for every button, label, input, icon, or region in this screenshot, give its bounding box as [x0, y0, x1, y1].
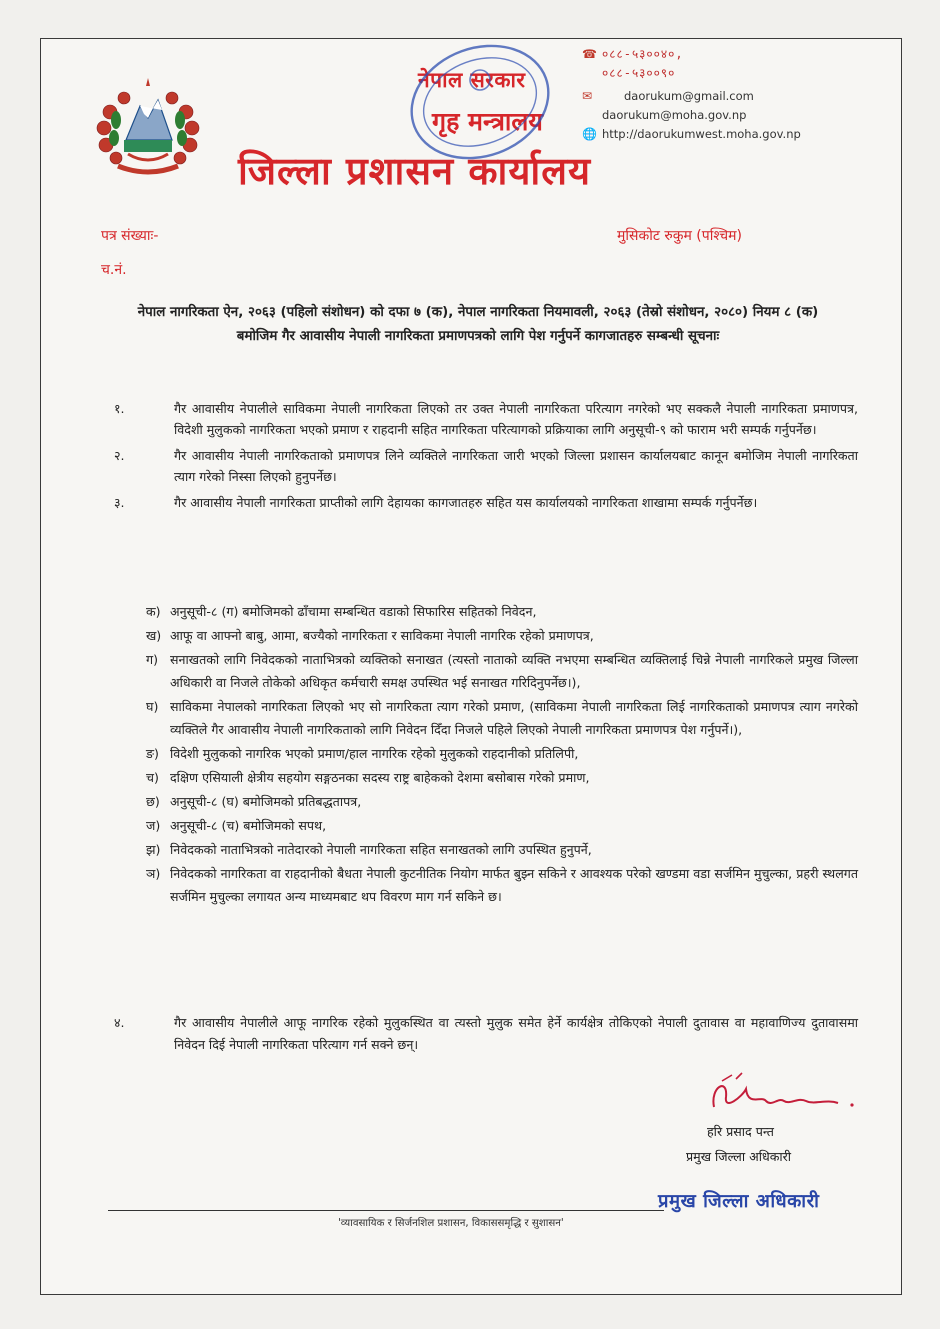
signatory-name: हरि प्रसाद पन्त [707, 1124, 774, 1139]
nepal-emblem-logo [88, 70, 208, 182]
website-url: http://daorukumwest.moha.gov.np [602, 126, 801, 141]
government-name: नेपाल सरकार [418, 68, 526, 92]
list-item: च) दक्षिण एसियाली क्षेत्रीय सहयोग सङ्गठनका सदस्य राष्ट्र बाहेकको देशमा बसोबास गरेको प्रमाण, [146, 770, 590, 785]
letter-number-label: पत्र संख्याः- [101, 228, 159, 244]
phone-number-2: ०८८-५३००९० [602, 66, 676, 80]
office-location: मुसिकोट रुकुम (पश्चिम) [617, 228, 743, 244]
list-item: ३. गैर आवासीय नेपाली नागरिकता प्राप्तीको लागि देहायका कागजातहरु सहित यस कार्यालयको नागरिकता शाखामा सम्पर्क गर्नुपर्नेछ। [114, 495, 758, 510]
list-item: ज) अनुसूची-८ (च) बमोजिमको सपथ, [146, 818, 327, 833]
ministry-name: गृह मन्त्रालय [432, 107, 543, 136]
list-item: ख) आफू वा आफ्नो बाबु, आमा, बज्यैको नागरिकता र साविकमा नेपाली नागरिक रहेको प्रमाणपत्र, [146, 628, 594, 643]
designation-stamp: प्रमुख जिल्ला अधिकारी [658, 1191, 820, 1212]
list-item: घ) साविकमा नेपालको नागरिकता लिएको भए सो नागरिकता त्याग गरेको प्रमाण, (साविकमा नेपाली नागरिकता लिई नागरिकताको प्रमाणपत्र त्याग नगरेको व्यक्तिले गैर आवासीय नेपाली नागरिकताको लागि निवेदन दिँदा निजले पहिले लिएको नेपाली नागरिकता प्रमाणपत्र पेश गर्नुपर्ने।), [146, 699, 858, 737]
list-item: क) अनुसूची-८ (ग) बमोजिमको ढाँचामा सम्बन्धित वडाको सिफारिस सहितको निवेदन, [146, 604, 537, 619]
list-item: छ) अनुसूची-८ (घ) बमोजिमको प्रतिबद्धतापत्र, [146, 794, 362, 809]
envelope-icon: ✉ [582, 88, 593, 103]
list-item: १. गैर आवासीय नेपालीले साविकमा नेपाली नागरिकता लिएको तर उक्त नेपाली नागरिकता परित्याग नगरेको भए सक्कलै नेपाली नागरिकता प्रमाणपत्र, विदेशी मुलुकको नागरिकता भएको प्रमाण र राहदानी सहित नागरिकता परित्यागको प्रक्रियाका लागि अनुसूची-९ को फाराम भरी सम्पर्क गर्नुपर्नेछ। [114, 401, 858, 437]
list-item: झ) निवेदकको नाताभित्रको नातेदारको नेपाली नागरिकता सहित सनाखतको लागि उपस्थित हुनुपर्ने, [146, 842, 592, 857]
email-address-1: daorukum@gmail.com [624, 88, 754, 103]
telephone-icon: ☎ [582, 46, 597, 61]
dispatch-number-label: च.नं. [101, 262, 127, 278]
signatory-title: प्रमुख जिल्ला अधिकारी [686, 1149, 792, 1164]
notice-heading: नेपाल नागरिकता ऐन, २०६३ (पहिलो संशोधन) को दफा ७ (क), नेपाल नागरिकता नियमावली, २०६३ (तेस्रो संशोधन, २०८०) नियम ८ (क) बमोजिम गैर आवासीय नेपाली नागरिकता प्रमाणपत्रको लागि पेश गर्नुपर्ने कागजातहरु सम्बन्धी सूचनाः [137, 305, 819, 344]
list-item: २. गैर आवासीय नेपाली नागरिकताको प्रमाणपत्र लिने व्यक्तिले नागरिकता जारी भएको जिल्ला प्रशासन कार्यालयबाट कानून बमोजिम नेपाली नागरिकता त्याग गरेको निस्सा लिएको हुनुपर्नेछ। [114, 448, 858, 484]
notice-point-4: ४. गैर आवासीय नेपालीले आफू नागरिक रहेको मुलुकस्थित वा त्यस्तो मुलुक समेत हेर्ने कार्यक्षेत्र तोकिएको नेपाली दुतावास वा महावाणिज्य दुतावासमा निवेदन दिई नेपाली नागरिकता परित्याग गर्न सक्ने छन्। [114, 1015, 858, 1052]
list-item: ग) सनाखतको लागि निवेदकको नाताभित्रको व्यक्तिको सनाखत (त्यस्तो नाताको व्यक्ति नभएमा सम्बन्धित व्यक्तिलाई चिन्ने नेपाली नागरिकले प्रमुख जिल्ला अधिकारी वा निजले तोकेको अधिकृत कर्मचारी समक्ष उपस्थित भई सनाखत गरिदिनुपर्नेछ।), [146, 652, 858, 690]
handwritten-signature [702, 1067, 872, 1127]
list-item: ञ) निवेदकको नागरिकता वा राहदानीको बैधता नेपाली कुटनीतिक नियोग मार्फत बुझ्न सकिने र आवश्यक परेको खण्डमा वडा सर्जमिन मुचुल्का, प्रहरी स्थलगत सर्जमिन मुचुल्का लगायत अन्य माध्यमबाट थप विवरण माग गर्न सकिने छ। [146, 866, 858, 904]
office-title: जिल्ला प्रशासन कार्यालय [238, 149, 592, 193]
notice-points [108, 398, 858, 518]
email-address-2: daorukum@moha.gov.np [602, 107, 747, 122]
footer-divider [108, 1210, 664, 1211]
phone-number-1: ०८८-५३००४०, [602, 47, 684, 61]
required-documents-list [146, 600, 858, 909]
contact-block [582, 44, 822, 143]
footer-motto: 'व्यावसायिक र सिर्जनशिल प्रशासन, विकाससमृद्धि र सुशासन' [338, 1218, 564, 1229]
list-item: ङ) विदेशी मुलुकको नागरिक भएको प्रमाण/हाल नागरिक रहेको मुलुकको राहदानीको प्रतिलिपी, [146, 746, 579, 761]
globe-icon: 🌐 [582, 126, 597, 141]
